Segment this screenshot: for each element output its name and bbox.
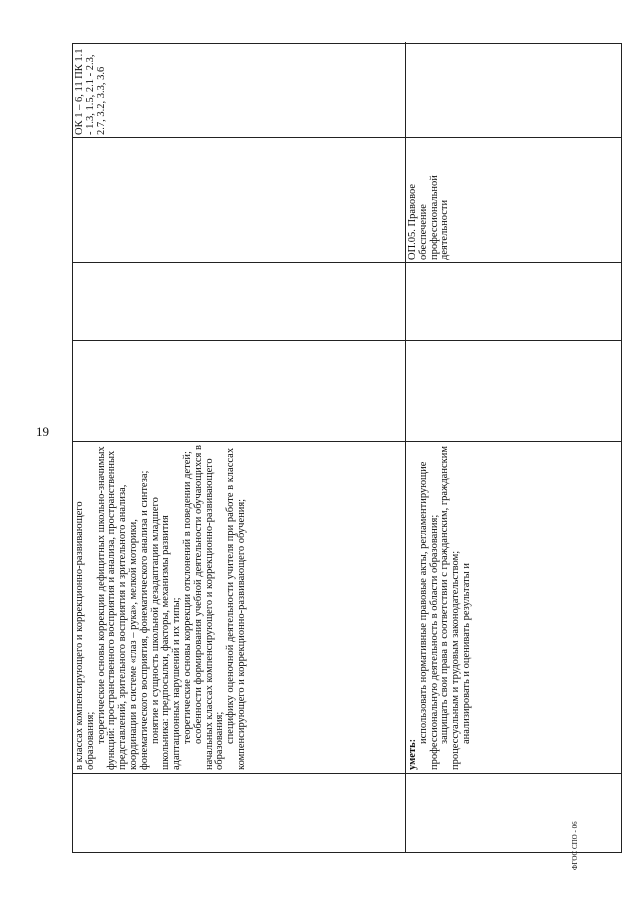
document-footer: ФГОС СПО - 06 xyxy=(571,821,579,870)
competences-cell: ОК 1 – 6, 11 ПК 1.1 - 1.3, 1.5, 2.1 - 2.3, 2.7, 3.2, 3.3, 3.6 xyxy=(74,48,107,135)
page-number: 19 xyxy=(36,424,49,439)
skill-paragraph: особенности формирования учебной деятельности обучающихся в начальных классах компенсирующего и коррекционно-развивающего образования; xyxy=(192,445,226,770)
skill-paragraph: понятие и сущность школьной дезадаптации младшего школьника: предпосылки, факторы, механизмы развития адаптационных нарушений и их типы; xyxy=(149,497,183,770)
row-divider xyxy=(405,42,406,852)
skill-paragraph: специфику оценочной деятельности учителя при работе в классах компенсирующего и коррекционно-развивающего обучения; xyxy=(225,447,247,770)
skill-paragraph: теоретические основы коррекции дефицитных школьно-значимых функций: пространственного восприятия и анализа, пространственных представлений, зрительного восприятия и зрительного анализа, координации в системе «глаз – рука», мелкой моторики, фонематического восприятия, фонематического анализа и синтеза; xyxy=(95,446,150,770)
skill-paragraph: анализировать и оценивать результаты и xyxy=(460,563,472,744)
rotated-page xyxy=(72,43,622,853)
skills-cell xyxy=(75,445,403,770)
column-divider xyxy=(73,441,621,442)
curriculum-table xyxy=(72,43,622,853)
column-divider xyxy=(73,340,621,341)
skills-cell xyxy=(408,445,620,770)
column-divider xyxy=(73,262,621,263)
skill-paragraph: уметь: xyxy=(407,738,418,770)
discipline-cell: ОП.05. Правовое обеспечение профессиональной деятельности xyxy=(407,175,451,260)
column-divider xyxy=(73,773,621,774)
skill-paragraph: использовать нормативные правовые акты, регламентирующие профессиональную деятельность в области образования; xyxy=(417,461,440,770)
skill-paragraph: теоретические основы коррекции отклонений в поведении детей; xyxy=(181,451,193,744)
skill-paragraph: в классах компенсирующего и коррекционно-развивающего образования; xyxy=(74,501,96,770)
column-divider xyxy=(73,137,621,138)
skill-paragraph: защищать свои права в соответствии с гражданским, гражданским процессуальным и трудовым законодательством; xyxy=(439,446,462,770)
